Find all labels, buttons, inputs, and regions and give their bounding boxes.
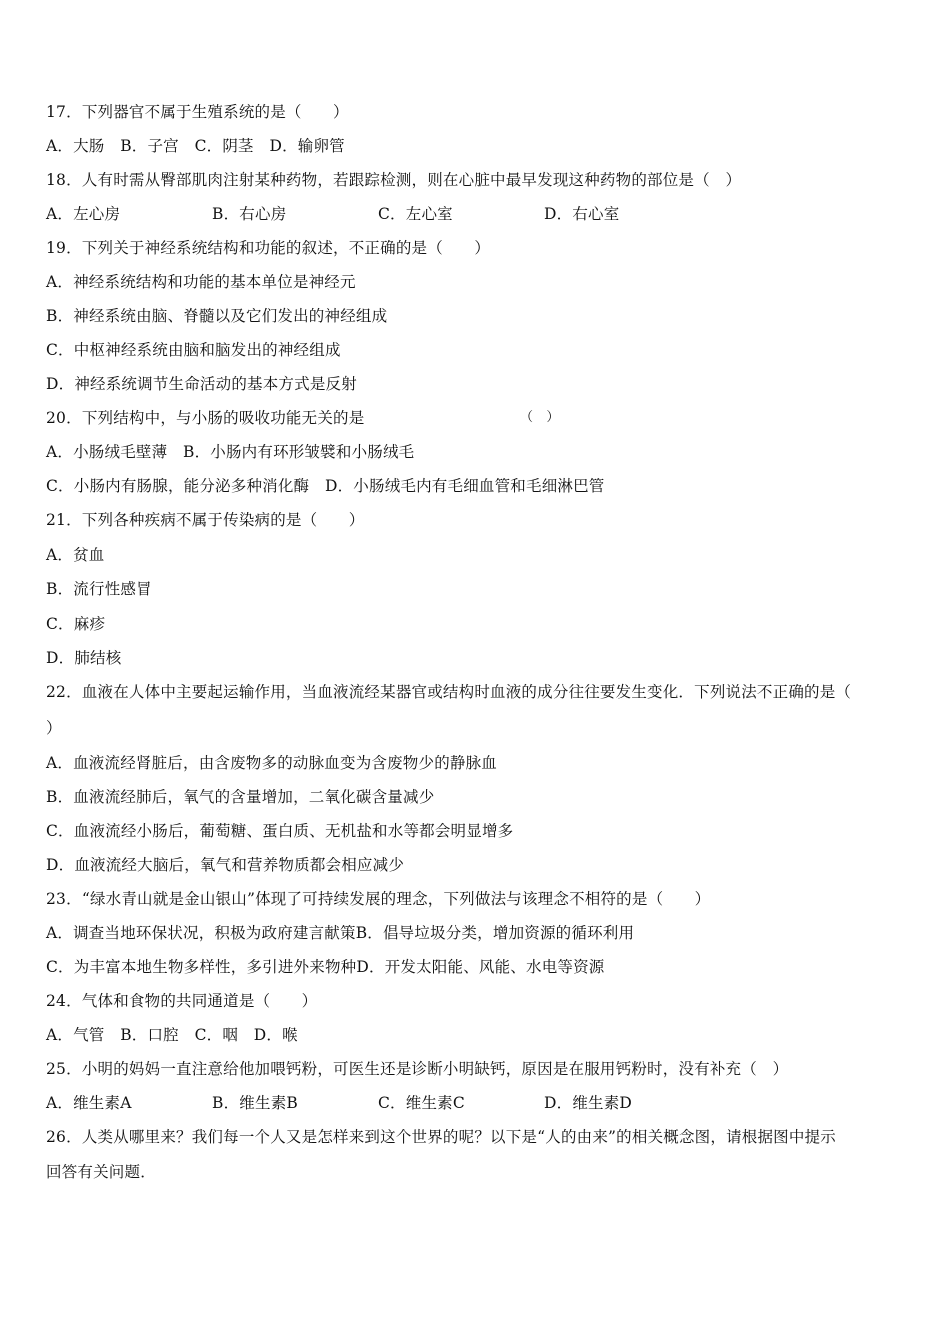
q20-answer-paren: （ ）	[520, 410, 560, 425]
q25-stem: 25．小明的妈妈一直注意给他加喂钙粉，可医生还是诊断小明缺钙，原因是在服用钙粉时，没有补充（ ）	[46, 1060, 789, 1078]
q19-stem: 19．下列关于神经系统结构和功能的叙述，不正确的是（ ）	[46, 239, 491, 257]
q25-option-c: C．维生素C	[378, 1094, 465, 1112]
q19-option-c: C．中枢神经系统由脑和脑发出的神经组成	[46, 341, 341, 359]
q23-options-1: A．调查当地环保状况，积极为政府建言献策B．倡导垃圾分类，增加资源的循环利用	[46, 924, 635, 942]
q18-option-d: D．右心室	[544, 205, 620, 223]
q21-stem: 21．下列各种疾病不属于传染病的是（ ）	[46, 511, 365, 529]
q24-stem: 24．气体和食物的共同通道是（ ）	[46, 992, 318, 1010]
q21-option-c: C．麻疹	[46, 615, 106, 633]
q17-stem: 17．下列器官不属于生殖系统的是（ ）	[46, 103, 349, 121]
q19-option-d: D．神经系统调节生命活动的基本方式是反射	[46, 375, 357, 393]
q26-stem: 26．人类从哪里来？我们每一个人又是怎样来到这个世界的呢？以下是“人的由来”的相关概念图，请根据图中提示	[46, 1128, 836, 1146]
q21-option-d: D．肺结核	[46, 649, 122, 667]
q25-option-d: D．维生素D	[544, 1094, 633, 1112]
q20-stem: 20．下列结构中，与小肠的吸收功能无关的是	[46, 409, 365, 427]
q25-option-a: A．维生素A	[46, 1094, 132, 1112]
q21-option-a: A．贫血	[46, 546, 105, 564]
q18-options	[46, 204, 710, 224]
q20-options-2: C．小肠内有肠腺，能分泌多种消化酶 D．小肠绒毛内有毛细血管和毛细淋巴管	[46, 477, 605, 495]
q24-options: A．气管 B．口腔 C．咽 D．喉	[46, 1026, 298, 1044]
q22-option-d: D．血液流经大脑后，氧气和营养物质都会相应减少	[46, 856, 405, 874]
q25-options	[46, 1093, 710, 1113]
q18-stem: 18．人有时需从臀部肌肉注射某种药物，若跟踪检测，则在心脏中最早发现这种药物的部位是（ ）	[46, 171, 742, 189]
q22-option-c: C．血液流经小肠后，葡萄糖、蛋白质、无机盐和水等都会明显增多	[46, 822, 514, 840]
q22-option-a: A．血液流经肾脏后，由含废物多的动脉血变为含废物少的静脉血	[46, 754, 497, 772]
q26-stem-cont: 回答有关问题．	[46, 1163, 156, 1181]
q19-option-b: B．神经系统由脑、脊髓以及它们发出的神经组成	[46, 307, 388, 325]
q18-option-c: C．左心室	[378, 205, 453, 223]
q21-option-b: B．流行性感冒	[46, 580, 152, 598]
q20-options-1: A．小肠绒毛壁薄 B．小肠内有环形皱襞和小肠绒毛	[46, 443, 415, 461]
q19-option-a: A．神经系统结构和功能的基本单位是神经元	[46, 273, 356, 291]
q22-stem: 22．血液在人体中主要起运输作用，当血液流经某器官或结构时血液的成分往往要发生变化．下列说法不正确的是（	[46, 683, 852, 701]
q22-stem-cont: ）	[46, 719, 62, 737]
q22-option-b: B．血液流经肺后，氧气的含量增加，二氧化碳含量减少	[46, 788, 435, 806]
q17-options: A．大肠 B．子宫 C．阴茎 D．输卵管	[46, 137, 345, 155]
q23-options-2: C．为丰富本地生物多样性，多引进外来物种D．开发太阳能、风能、水电等资源	[46, 958, 605, 976]
q18-option-b: B．右心房	[212, 205, 287, 223]
q25-option-b: B．维生素B	[212, 1094, 298, 1112]
q18-option-a: A．左心房	[46, 205, 121, 223]
q23-stem: 23．“绿水青山就是金山银山”体现了可持续发展的理念，下列做法与该理念不相符的是（ ）	[46, 890, 711, 908]
